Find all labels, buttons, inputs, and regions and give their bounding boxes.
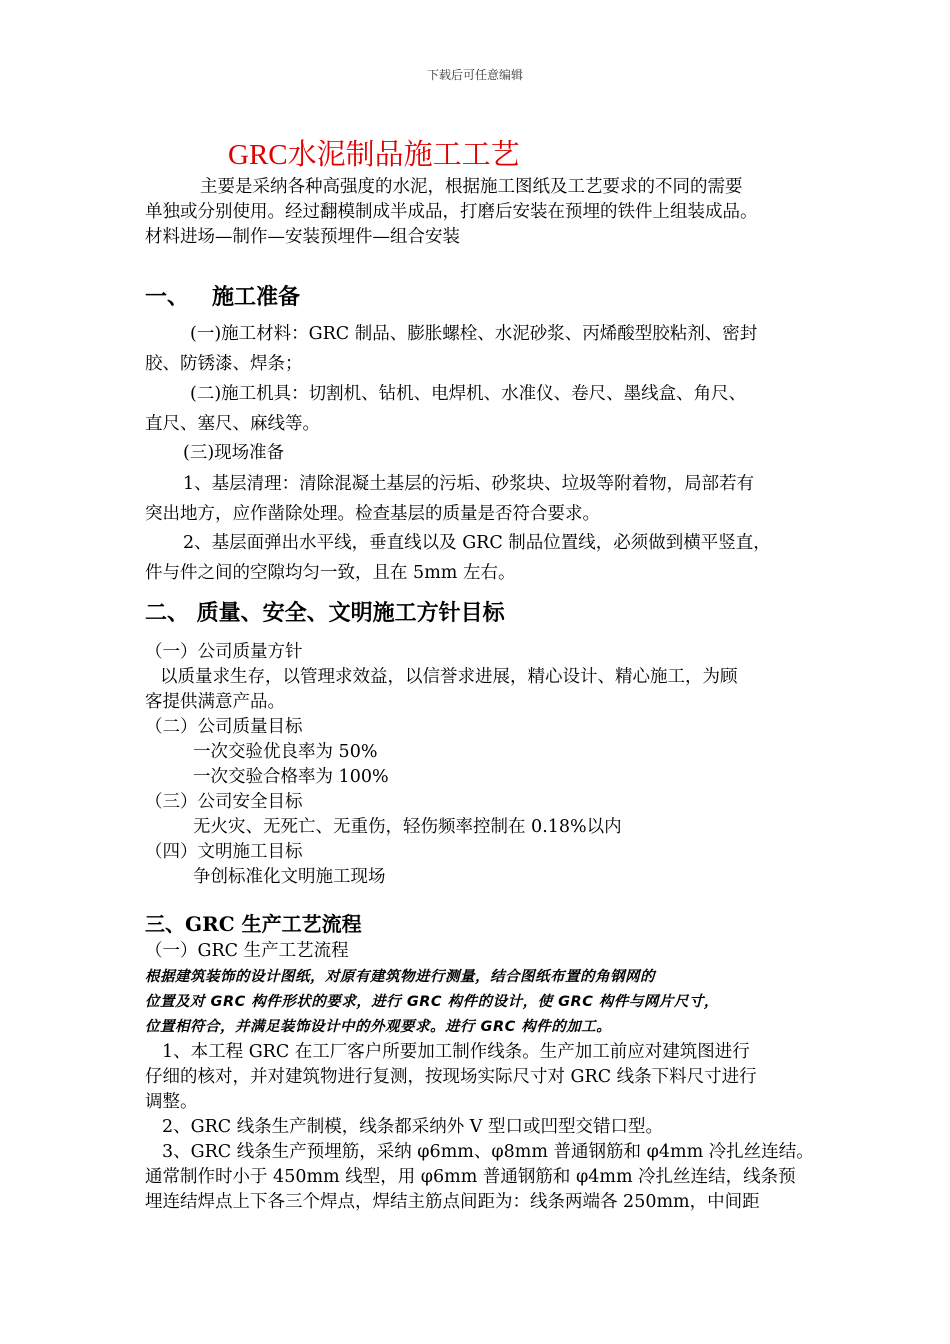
paragraph-line: 仔细的核对，并对建筑物进行复测，按现场实际尺寸对 GRC 线条下料尺寸进行 — [145, 1067, 757, 1087]
paragraph-line: (二)施工机具：切割机、钻机、电焊机、水准仪、卷尺、墨线盒、角尺、 — [190, 384, 747, 404]
paragraph-line: 客提供满意产品。 — [145, 692, 285, 712]
paragraph-line: 2、基层面弹出水平线，垂直线以及 GRC 制品位置线，必须做到横平竖直， — [183, 533, 771, 553]
paragraph-line: 以质量求生存，以管理求效益，以信誉求进展，精心设计、精心施工，为顾 — [160, 667, 738, 687]
paragraph-line: 胶、防锈漆、焊条； — [145, 354, 303, 374]
paragraph-line: (三)现场准备 — [183, 443, 285, 463]
paragraph-line: 3、GRC 线条生产预埋筋，采纳 φ6mm、φ8mm 普通钢筋和 φ4mm 冷扎丝连结。 — [162, 1142, 814, 1162]
paragraph-line: （二）公司质量目标 — [145, 717, 303, 737]
italic-line: 位置及对 GRC 构件形状的要求，进行 GRC 构件的设计，使 GRC 构件与网片尺寸， — [145, 994, 719, 1010]
paragraph-line: 1、基层清理：清除混凝土基层的污垢、砂浆块、垃圾等附着物，局部若有 — [183, 474, 755, 494]
paragraph-line: 调整。 — [145, 1092, 198, 1112]
section-heading: 一、 施工准备 — [145, 285, 300, 310]
document-title: GRC水泥制品施工工艺 — [228, 139, 520, 171]
paragraph-line: (一)施工材料：GRC 制品、膨胀螺栓、水泥砂浆、丙烯酸型胶粘剂、密封 — [190, 324, 758, 344]
paragraph-line: （一）公司质量方针 — [145, 642, 303, 662]
paragraph-line: 件与件之间的空隙均匀一致，且在 5mm 左右。 — [145, 563, 516, 583]
paragraph-line: 争创标准化文明施工现场 — [193, 867, 386, 887]
paragraph-line: 埋连结焊点上下各三个焊点，焊结主筋点间距为：线条两端各 250mm，中间距 — [145, 1192, 760, 1212]
paragraph-line: 一次交验合格率为 100% — [193, 767, 389, 787]
section-heading: 二、 质量、安全、文明施工方针目标 — [145, 601, 505, 626]
paragraph-line: 无火灾、无死亡、无重伤，轻伤频率控制在 0.18%以内 — [193, 817, 622, 837]
page-header: 下载后可任意编辑 — [426, 68, 523, 82]
italic-line: 根据建筑装饰的设计图纸，对原有建筑物进行测量，结合图纸布置的角钢网的 — [145, 969, 655, 985]
paragraph-line: （三）公司安全目标 — [145, 792, 303, 812]
paragraph-line: 直尺、塞尺、麻线等。 — [145, 414, 320, 434]
paragraph-line: （四）文明施工目标 — [145, 842, 303, 862]
paragraph-line: 2、GRC 线条生产制模，线条都采纳外 V 型口或凹型交错口型。 — [162, 1117, 664, 1137]
italic-line: 位置相符合，并满足装饰设计中的外观要求。进行 GRC 构件的加工。 — [145, 1019, 612, 1035]
section-heading: 三、GRC 生产工艺流程 — [145, 912, 362, 936]
intro-line: 主要是采纳各种高强度的水泥，根据施工图纸及工艺要求的不同的需要 — [200, 177, 743, 197]
intro-line: 单独或分别使用。经过翻模制成半成品，打磨后安装在预埋的铁件上组装成品。 — [145, 202, 758, 222]
paragraph-line: 一次交验优良率为 50% — [193, 742, 378, 762]
paragraph-line: 通常制作时小于 450mm 线型，用 φ6mm 普通钢筋和 φ4mm 冷扎丝连结，线条预 — [145, 1167, 796, 1187]
subsection-heading: （一）GRC 生产工艺流程 — [145, 941, 349, 961]
paragraph-line: 1、本工程 GRC 在工厂客户所要加工制作线条。生产加工前应对建筑图进行 — [162, 1042, 750, 1062]
paragraph-line: 突出地方，应作凿除处理。检查基层的质量是否符合要求。 — [145, 504, 600, 524]
intro-line: 材料进场—制作—安装预埋件—组合安装 — [145, 227, 460, 247]
